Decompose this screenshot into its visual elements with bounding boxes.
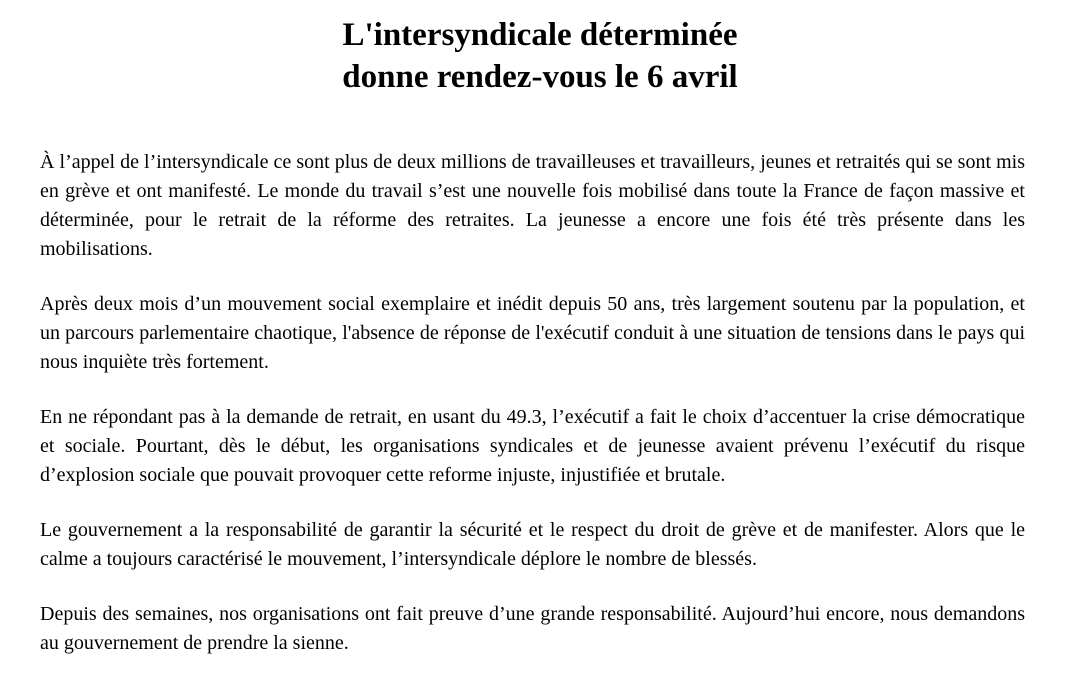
paragraph-5: Depuis des semaines, nos organisations ont fait preuve d’une grande responsabilité. Aujourd’hui encore, nous demandons au gouvernement de prendre la sienne. bbox=[40, 603, 1025, 654]
paragraph-4: Le gouvernement a la responsabilité de garantir la sécurité et le respect du droit de grève et de manifester. Alors que le calme a toujours caractérisé le mouvement, l’intersyndicale déplore le nombre de blessés. bbox=[40, 519, 1025, 570]
title-line-1: L'intersyndicale déterminée bbox=[342, 17, 738, 53]
paragraph-2: Après deux mois d’un mouvement social exemplaire et inédit depuis 50 ans, très largement soutenu par la population, et un parcours parlementaire chaotique, l'absence de réponse de l'exécutif conduit à une situation de tensions dans le pays qui nous inquiète très fortement. bbox=[40, 293, 1025, 373]
document-title bbox=[0, 14, 1080, 98]
paragraph-3: En ne répondant pas à la demande de retrait, en usant du 49.3, l’exécutif a fait le choix d’accentuer la crise démocratique et sociale. Pourtant, dès le début, les organisations syndicales et de jeunesse avaient prévenu l’exécutif du risque d’explosion sociale que pouvait provoquer cette reforme injuste, injustifiée et brutale. bbox=[40, 406, 1025, 486]
document-body bbox=[40, 148, 1025, 684]
title-line-2: donne rendez-vous le 6 avril bbox=[342, 59, 738, 95]
paragraph-1: À l’appel de l’intersyndicale ce sont plus de deux millions de travailleuses et travailleurs, jeunes et retraités qui se sont mis en grève et ont manifesté. Le monde du travail s’est une nouvelle fois mobilisé dans toute la France de façon massive et déterminée, pour le retrait de la réforme des retraites. La jeunesse a encore une fois été très présente dans les mobilisations. bbox=[40, 151, 1025, 260]
